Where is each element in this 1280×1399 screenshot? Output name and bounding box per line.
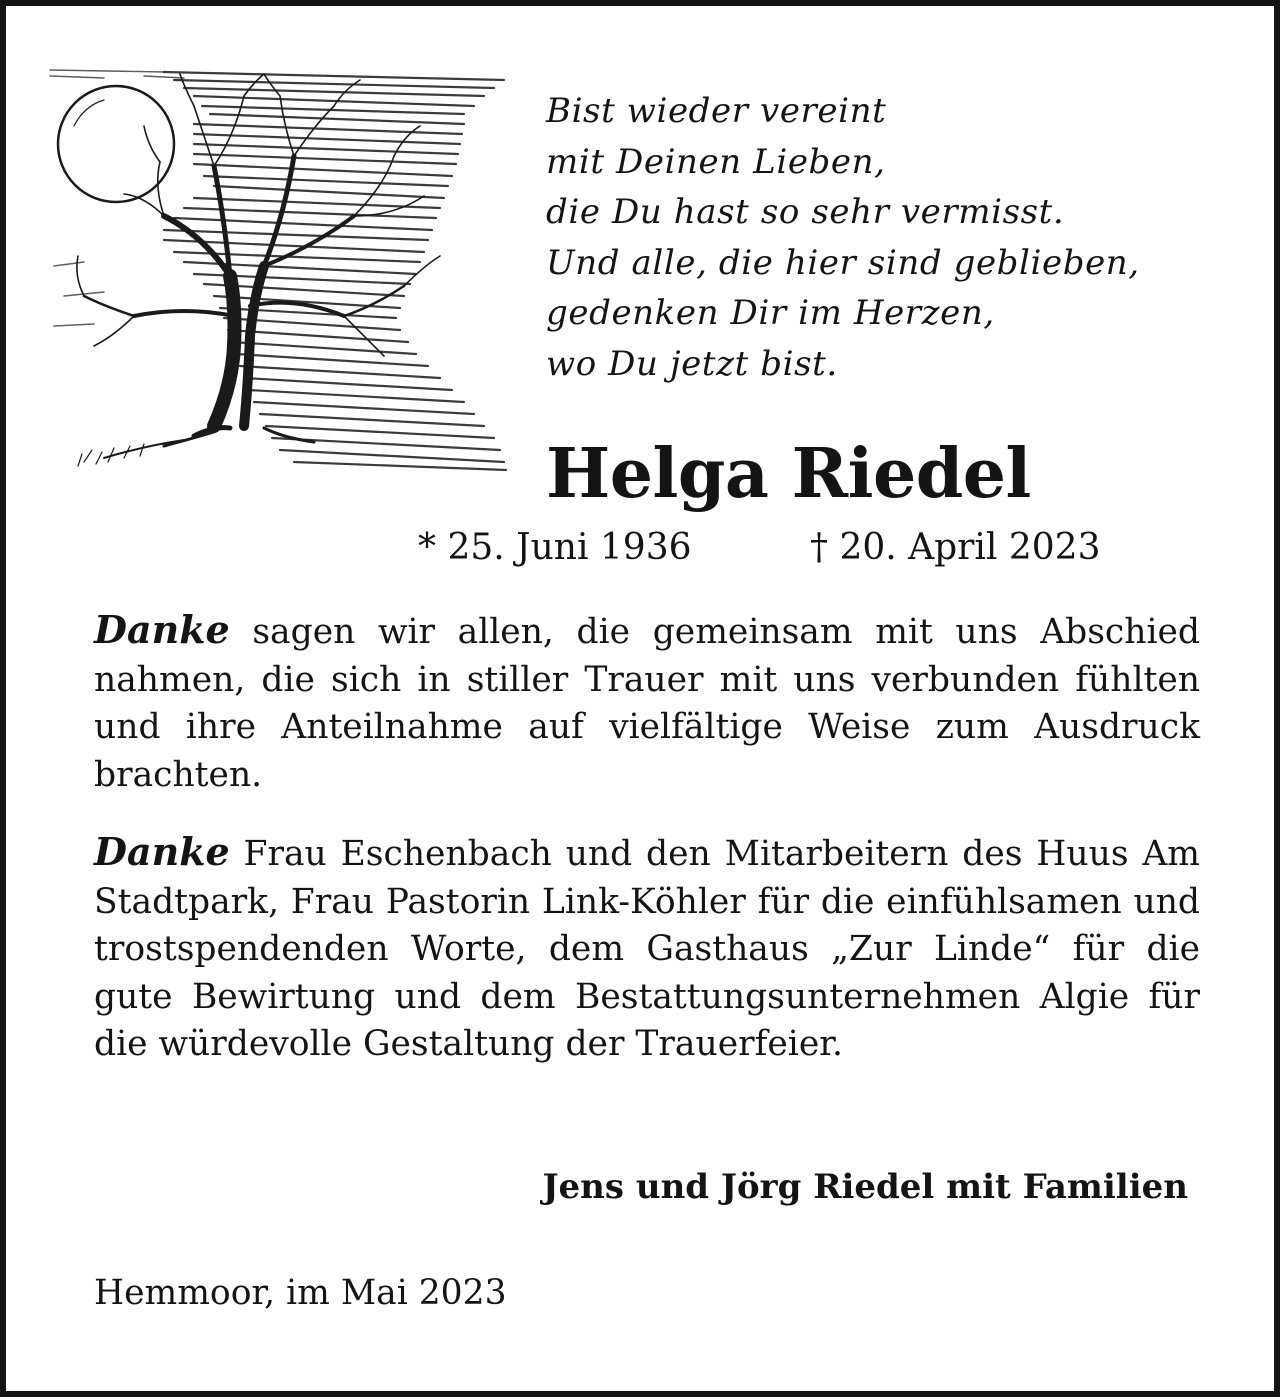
deceased-name: Helga Riedel: [546, 434, 1031, 514]
death-date: † 20. April 2023: [810, 527, 1101, 568]
thanks-paragraph: [94, 828, 1200, 1069]
thanks-paragraph: [94, 606, 1200, 799]
poem-line: wo Du jetzt bist.: [546, 343, 838, 384]
birth-date: * 25. Juni 1936: [418, 527, 692, 568]
poem-line: die Du hast so sehr vermisst.: [546, 192, 1065, 232]
poem-line: gedenken Dir im Herzen,: [546, 293, 995, 333]
memorial-poem: [546, 86, 1246, 389]
poem-line: Bist wieder vereint: [546, 91, 887, 131]
thanks-text: sagen wir allen, die gemeinsam mit uns Abschied nahmen, die sich in stiller Trauer mit uns verbunden fühlten und ihre Anteilnahme auf vielfältige Weise zum Ausdruck brachten.: [94, 612, 1200, 795]
place-date: Hemmoor, im Mai 2023: [94, 1273, 507, 1313]
thanks-lead: Danke: [94, 607, 230, 652]
poem-line: mit Deinen Lieben,: [546, 141, 886, 182]
thanks-text: Frau Eschenbach und den Mitarbeitern des Huus Am Stadtpark, Frau Pastorin Link-Köhler für die einfühlsamen und trostspendenden Worte, dem Gasthaus „Zur Linde“ für die gute Bewirtung und dem Bestattungsunternehmen Algie für die würdevolle Gestaltung der Trauerfeier.: [94, 834, 1200, 1064]
poem-line: Und alle, die hier sind geblieben,: [546, 242, 1140, 283]
family-signature: Jens und Jörg Riedel mit Familien: [542, 1167, 1188, 1207]
thanks-lead: Danke: [94, 829, 230, 874]
tree-moon-illustration-icon: [44, 66, 508, 484]
